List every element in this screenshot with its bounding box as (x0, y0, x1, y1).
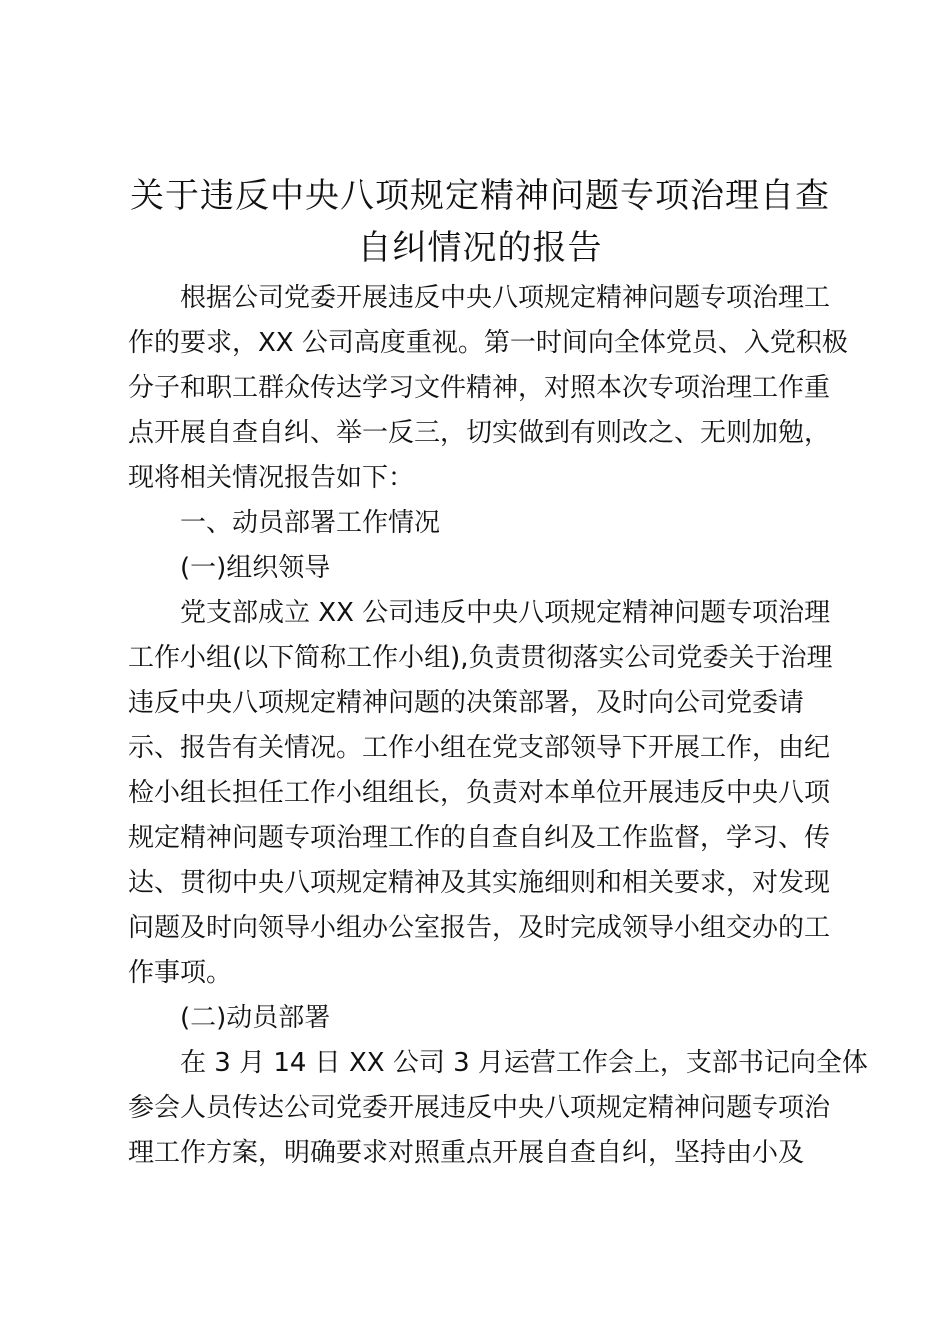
paragraph-intro-line-3: 分子和职工群众传达学习文件精神，对照本次专项治理工作重 (128, 373, 831, 403)
paragraph-intro-line-1: 根据公司党委开展违反中央八项规定精神问题专项治理工 (180, 283, 831, 313)
paragraph-organization-line-2: 工作小组(以下简称工作小组),负责贯彻落实公司党委关于治理 (128, 643, 833, 673)
document-title (110, 170, 850, 274)
title-line-1: 关于违反中央八项规定精神问题专项治理自查 (130, 176, 830, 216)
paragraph-organization-line-4: 示、报告有关情况。工作小组在党支部领导下开展工作，由纪 (128, 733, 831, 763)
subsection-heading-1: (一)组织领导 (180, 553, 331, 583)
paragraph-organization-line-7: 达、贯彻中央八项规定精神及其实施细则和相关要求，对发现 (128, 868, 831, 898)
paragraph-organization-line-8: 问题及时向领导小组办公室报告，及时完成领导小组交办的工 (128, 913, 831, 943)
paragraph-mobilization-line-2: 参会人员传达公司党委开展违反中央八项规定精神问题专项治 (128, 1093, 831, 1123)
paragraph-organization-line-1: 党支部成立 XX 公司违反中央八项规定精神问题专项治理 (180, 598, 831, 628)
subsection-heading-2: (二)动员部署 (180, 1003, 331, 1033)
paragraph-organization-line-9: 作事项。 (128, 958, 233, 988)
paragraph-intro-line-4: 点开展自查自纠、举一反三，切实做到有则改之、无则加勉， (128, 418, 831, 448)
paragraph-organization-line-3: 违反中央八项规定精神问题的决策部署，及时向公司党委请 (128, 688, 805, 718)
paragraph-mobilization-line-3: 理工作方案，明确要求对照重点开展自查自纠，坚持由小及 (128, 1138, 805, 1168)
section-heading-1: 一、动员部署工作情况 (180, 508, 441, 538)
paragraph-intro-line-2: 作的要求，XX 公司高度重视。第一时间向全体党员、入党积极 (128, 328, 848, 358)
document-body (128, 276, 868, 1176)
paragraph-intro-line-5: 现将相关情况报告如下： (128, 463, 415, 493)
paragraph-mobilization-line-1: 在 3 月 14 日 XX 公司 3 月运营工作会上，支部书记向全体 (180, 1048, 868, 1078)
paragraph-organization-line-6: 规定精神问题专项治理工作的自查自纠及工作监督，学习、传 (128, 823, 831, 853)
title-line-2: 自纠情况的报告 (357, 228, 603, 268)
paragraph-organization-line-5: 检小组长担任工作小组组长，负责对本单位开展违反中央八项 (128, 778, 831, 808)
